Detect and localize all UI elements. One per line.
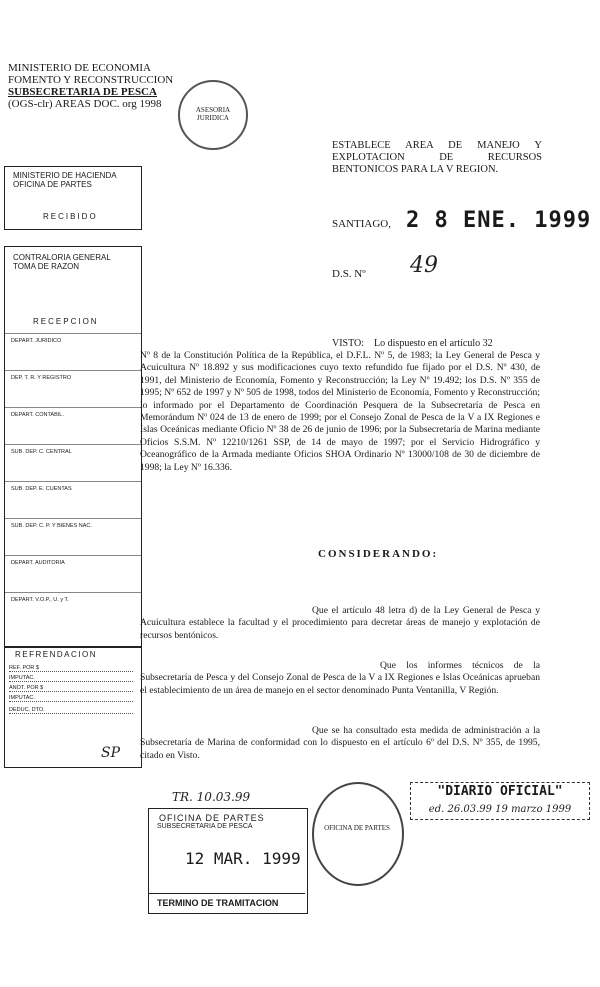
header-line-3: SUBSECRETARIA DE PESCA: [8, 86, 157, 98]
contraloria-box: [4, 246, 142, 648]
handwritten-note: TR. 10.03.99: [172, 790, 251, 804]
dept-row: SUB. DEP. C. P. Y BIENES NAC.: [5, 518, 141, 555]
document-date: 2 8 ENE. 1999: [406, 208, 592, 233]
dept-row: SUB. DEP. C. CENTRAL: [5, 444, 141, 481]
dept-row: DEP. T. R. Y REGISTRO: [5, 370, 141, 407]
ref-row: REF. POR $: [9, 665, 133, 672]
visto-intro: Lo dispuesto en el artículo 32: [374, 338, 493, 349]
reception-label: RECEPCION: [33, 317, 99, 326]
hacienda-line-1: MINISTERIO DE HACIENDA: [13, 171, 117, 180]
dept-row: DEPART. V.O.P., U. y T.: [5, 592, 141, 629]
dept-row: DEPART. AUDITORIA: [5, 555, 141, 592]
header-line-1: MINISTERIO DE ECONOMIA: [8, 62, 151, 74]
ref-row: DEDUC. DTO.: [9, 707, 133, 714]
header-line-4: (OGS-clr) AREAS DOC. org 1998: [8, 98, 162, 110]
ministry-header: [8, 62, 173, 110]
contraloria-line-1: CONTRALORIA GENERAL: [13, 253, 111, 262]
refrendacion-box: [4, 646, 142, 768]
stamp-date: 12 MAR. 1999: [185, 849, 301, 868]
stamp-line-2: SUBSECRETARIA DE PESCA: [157, 823, 253, 830]
hacienda-received-box: [4, 166, 142, 230]
legal-seal: [178, 80, 248, 150]
document-title: ESTABLECE AREA DE MANEJO Y EXPLOTACION DE RECURSOS BENTONICOS PARA LA V REGION.: [332, 140, 542, 175]
visto-body: Nº 8 de la Constitución Política de la República, el D.F.L. Nº 5, de 1983; la Ley General de Pesca y Acuicultura Nº 18.892 y sus modificaciones cuyo texto refundido fue fijado por el D.S. Nº 430, de 1991, del Ministerio de Economía, Fomento y Reconstrucción; la Ley Nº 19.492; los D.S. Nº 355 de 1995; Nº 652 de 1997 y Nº 505 de 1998, todos del Ministerio de Economía, Fomento y Reconstrucción; lo informado por el Departamento de Coordinación Pesquera de la Subsecretaría de Pesca en Memorándum Nº 024 de 13 de enero de 1999; por el Consejo Zonal de Pesca de la V a IX Regiones e Islas Oceánicas mediante Oficio Nº 38 de 26 de junio de 1996; por la Subsecretaría de Marina mediante Oficios S.S.M. Nº 12210/1261 SSP, de 14 de mayo de 1997; por el Servicio Hidrográfico y Oceanográfico de la Armada mediante Oficios SHOA Ordinario Nº 13000/108 de 30 de diciembre de 1998; la Ley Nº 16.336.: [140, 350, 540, 473]
ref-row: IMPUTAC.: [9, 695, 133, 702]
considerando-heading: CONSIDERANDO:: [318, 548, 439, 560]
diario-handwritten: ed. 26.03.99 19 marzo 1999: [428, 804, 572, 815]
stamp-footer: TERMINO DE TRAMITACION: [149, 893, 305, 913]
diario-oficial-stamp: [410, 782, 590, 820]
oval-stamp: [312, 782, 404, 886]
oval-text: OFICINA DE PARTES: [324, 824, 390, 832]
place-label: SANTIAGO,: [332, 218, 391, 230]
dept-row: SUB. DEP. E. CUENTAS: [5, 481, 141, 518]
received-label: RECIBIDO: [43, 212, 98, 221]
refrendacion-label: REFRENDACION: [15, 650, 98, 659]
ref-row: IMPUTAC.: [9, 675, 133, 682]
ds-label: D.S. Nº: [332, 268, 366, 280]
considerando-paragraph-3: Que se ha consultado esta medida de administración a la Subsecretaría de Marina de conformidad con lo dispuesto en el artículo 6º del D.S. Nº 355, de 1995, citado en Visto.: [140, 725, 540, 761]
contraloria-line-2: TOMA DE RAZON: [13, 262, 80, 271]
header-line-2: FOMENTO Y RECONSTRUCCION: [8, 74, 174, 86]
ref-row: ANOT. POR $: [9, 685, 133, 692]
hacienda-line-2: OFICINA DE PARTES: [13, 180, 92, 189]
dept-row: DEPART. JURIDICO: [5, 333, 141, 370]
diario-label: "DIARIO OFICIAL": [437, 784, 563, 799]
office-stamp: [148, 808, 308, 914]
stamp-line-1: OFICINA DE PARTES: [159, 813, 265, 823]
visto-label: VISTO:: [332, 338, 365, 349]
considerando-paragraph-2: Que los informes técnicos de la Subsecretaría de Pesca y del Consejo Zonal de Pesca de la V a IX Regiones e Islas Oceánicas aprueban el establecimiento de un área de manejo en el sector denominado Punta Ventanilla, V Región.: [140, 660, 540, 696]
considerando-paragraph-1: Que el artículo 48 letra d) de la Ley General de Pesca y Acuicultura establece la facultad y el procedimiento para decretar áreas de manejo y explotación de recursos bentónicos.: [140, 605, 540, 641]
visto-heading: [332, 338, 493, 350]
dept-row: DEPART. CONTABIL.: [5, 407, 141, 444]
initials: SP: [101, 745, 121, 761]
ds-number: 49: [410, 253, 438, 278]
seal-text: ASESORIA JURIDICA: [195, 106, 231, 122]
